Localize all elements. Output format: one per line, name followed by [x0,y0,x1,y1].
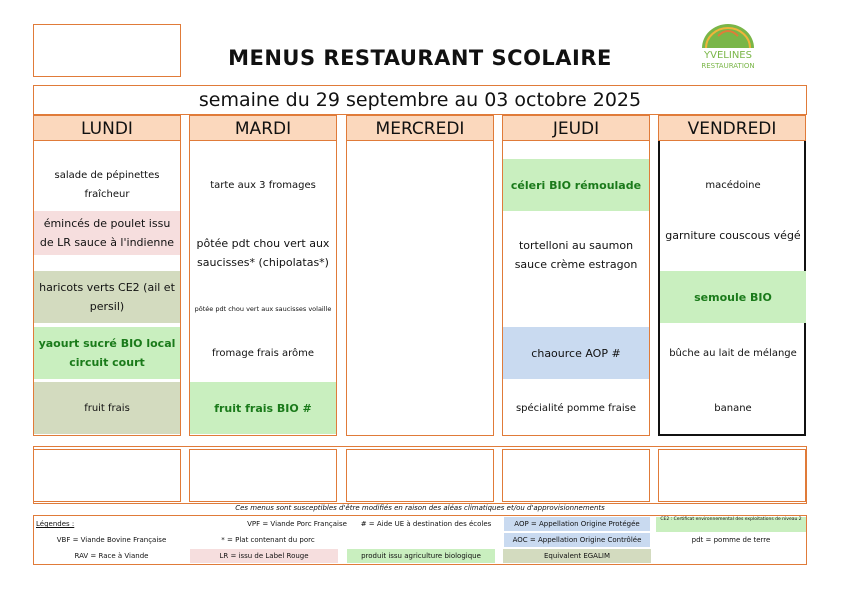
legend-ce2: CE2 : Certificat environnemental des exploitations de niveau 2 [656,517,806,532]
bottom-cell-vendredi [658,449,806,502]
lundi-main: émincés de poulet issu de LR sauce à l'indienne [34,211,180,255]
lundi-dessert: fruit frais [34,382,180,434]
day-header-vendredi: VENDREDI [658,115,806,141]
bottom-cell-mardi [189,449,337,502]
day-column-jeudi [502,115,650,436]
mardi-dessert: fruit frais BIO # [190,382,336,434]
day-header-mardi: MARDI [189,115,337,141]
day-column-mardi [189,115,337,436]
week-label: semaine du 29 septembre au 03 octobre 2025 [198,89,642,111]
day-header-lundi: LUNDI [33,115,181,141]
footer-note: Ces menus sont susceptibles d'être modifiés en raison des aléas climatiques et/ou d'approvisionnements [235,504,605,512]
legend [33,515,807,565]
bottom-cell-lundi [33,449,181,502]
legend-aide: # = Aide UE à destination des écoles [360,520,492,528]
legend-pdt: pdt = pomme de terre [691,536,771,544]
day-header-mercredi: MERCREDI [346,115,494,141]
lundi-dairy: yaourt sucré BIO local circuit court [34,327,180,379]
lundi-starter: salade de pépinettes fraîcheur [54,170,160,200]
jeudi-starter: céleri BIO rémoulade [503,159,649,211]
vendredi-dessert: banane [714,402,752,414]
legend-vpf: VPF = Viande Porc Française [247,520,347,528]
legend-aoc: AOC = Appellation Origine Contrôlée [504,533,650,547]
legend-rav: RAV = Race à Viande [74,552,149,560]
jeudi-main: tortelloni au saumon sauce crème estragon [514,239,638,271]
bottom-cell-mercredi [346,449,494,502]
lundi-side: haricots verts CE2 (ail et persil) [34,271,180,323]
vendredi-starter: macédoine [705,179,761,191]
vendredi-dairy: bûche au lait de mélange [669,347,797,359]
yvelines-logo [688,18,768,78]
legend-egalim: Equivalent EGALIM [503,549,651,563]
top-left-box [33,24,181,77]
legend-label: Légendes : [36,520,75,528]
logo-icon [688,18,768,52]
mardi-main: pôtée pdt chou vert aux saucisses* (chipolatas*) [196,237,330,269]
legend-porc: * = Plat contenant du porc [221,536,315,544]
logo-line1: YVELINES [704,50,752,61]
legend-aop: AOP = Appellation Origine Protégée [504,517,650,531]
mardi-dairy: fromage frais arôme [211,347,315,359]
jeudi-dessert: spécialité pomme fraise [515,402,637,414]
day-column-lundi [33,115,181,436]
week-banner [33,85,807,115]
mardi-starter: tarte aux 3 fromages [210,179,316,191]
vendredi-main: garniture couscous végé [665,228,801,242]
legend-bio: produit issu agriculture biologique [347,549,495,563]
legend-lr: LR = issu de Label Rouge [190,549,338,563]
day-header-jeudi: JEUDI [502,115,650,141]
bottom-cell-jeudi [502,449,650,502]
logo-line2: RESTAURATION [701,62,755,70]
mardi-side-note: pôtée pdt chou vert aux saucisses volaille [194,304,332,313]
vendredi-side: semoule BIO [660,271,806,323]
jeudi-dairy: chaource AOP # [503,327,649,379]
day-column-vendredi [658,115,806,436]
page-title: MENUS RESTAURANT SCOLAIRE [228,46,612,70]
legend-vbf: VBF = Viande Bovine Française [56,536,167,544]
day-column-mercredi [346,115,494,436]
